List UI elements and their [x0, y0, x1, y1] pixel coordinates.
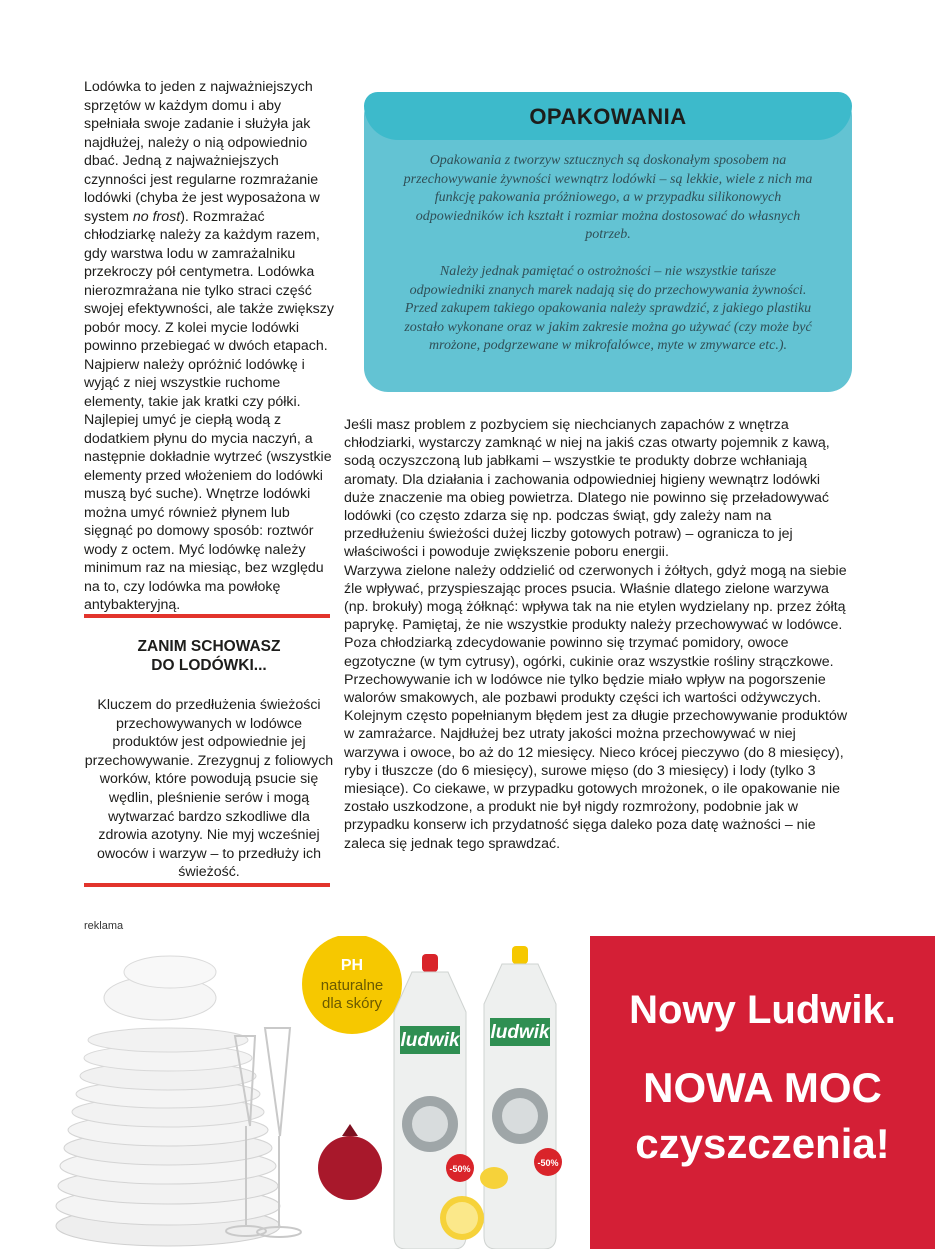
- dish-soap-bottle-yellow: [484, 946, 562, 1249]
- bottle-yellow-brand: ludwik: [490, 1022, 550, 1043]
- packaging-box-text: [402, 152, 814, 374]
- sidebar-title-line-1: ZANIM SCHOWASZ: [137, 638, 281, 655]
- intro-text-italic: no frost: [132, 208, 181, 225]
- sidebar-title-line-2: DO LODÓWKI...: [151, 657, 267, 674]
- ad-headline-2: NOWA MOC: [643, 1064, 882, 1111]
- ad-headline-1: Nowy Ludwik.: [629, 988, 896, 1032]
- sidebar-bottom-rule: [84, 883, 330, 887]
- intro-text-part1: Lodówka to jeden z najważniejszych sprzętów w każdym domu i aby spełniała swoje zadanie i służyła jak najdłużej, należy o nią odpowiednio dbać. Jedną z najważniejszych czynności jest regularne rozmrażanie lodówki (chyba że jest wyposażona w system: [84, 79, 320, 225]
- ad-product-photo: [50, 936, 590, 1249]
- ph-badge-line-1: PH: [340, 957, 364, 974]
- intro-text: [84, 78, 334, 615]
- packaging-info-box: [364, 92, 852, 392]
- ph-badge-line-3: dla skóry: [321, 995, 383, 1012]
- intro-text-part2: ). Rozmrażać chłodziarkę należy za każdym razem, gdy warstwa lodu w zamrażalniku przekroczy pół centymetra. Lodówka nierozmrażana nie tylko straci część swojej efektywności, ale także zwiększy pobór mocy. Z kolei mycie lodówki powinno przebiegać w dwóch etapach. Najpierw należy opróżnić lodówkę i wyjąć z niej wszystkie ruchome elementy, takie jak kratki czy półki. Najlepiej umyć je ciepłą wodą z dodatkiem płynu do mycia naczyń, a następnie dokładnie wytrzeć (wszystkie elementy przed włożeniem do lodówki muszą być suche). Wnętrze lodówki można umyć również płynem lub sięgnąć po domowy sposób: roztwór wody z octem. Myć lodówkę należy minimum raz na miesiąc, bez względu na to, czy lodówka ma powłokę antybakteryjną.: [84, 208, 334, 613]
- packaging-paragraph-2: Należy jednak pamiętać o ostrożności – nie wszystkie tańsze odpowiedniki znanych marek nadają się do przechowywania żywności. Przed zakupem takiego opakowania należy sprawdzić, z jakiego plastiku zostało wykonane oraz w jakim zakresie można go używać (czy może być mrożone, podgrzewane w mikrofalówce, myte w zmywarce etc.).: [404, 263, 812, 354]
- bottle-yellow-discount: -50%: [537, 1158, 559, 1168]
- sidebar-top-rule: [84, 614, 330, 618]
- bottle-red-brand: ludwik: [400, 1030, 460, 1051]
- sidebar-title: [84, 637, 334, 675]
- packaging-paragraph-1: Opakowania z tworzyw sztucznych są doskonałym sposobem na przechowywanie żywności wewnątrz lodówki – są lekkie, wiele z nich ma funkcję pakowania próżniowego, a w przypadku silikonowych odpowiedników ich kształt i rozmiar można dostosować do własnych potrzeb.: [403, 153, 813, 243]
- packaging-box-title: OPAKOWANIA: [529, 104, 687, 129]
- ad-label: reklama: [84, 920, 124, 932]
- bottle-red-discount: -50%: [449, 1164, 471, 1174]
- main-paragraph-2: Warzywa zielone należy oddzielić od czerwonych i żółtych, gdyż mogą na siebie źle wpływać, przyspieszając proces psucia. Właśnie dlatego zielone warzywa (np. brokuły) mogą żółknąć: wpływa tak na nie etylen wydzielany np. przez żółtą paprykę. Pamiętaj, że nie wszystkie produkty należy przechowywać w lodówce. Poza chłodziarką zdecydowanie powinno się trzymać pomidory, owoce egzotyczne (w tym cytrusy), ogórki, cukinie oraz wszystkie rośliny strączkowe. Przechowywanie ich w lodówce nie tylko będzie miało wpływ na pogorszenie walorów smakowych, ale pozbawi produkty części ich wartości odżywczych. Kolejnym często popełnianym błędem jest za długie przechowywanie produktów w zamrażarce. Najdłużej bez utraty jakości można przechowywać w niej warzywa i owoce, bo aż do 12 miesięcy. Nieco krócej pieczywo (do 8 miesięcy), ryby i tłuszcze (do 6 miesięcy), surowe mięso (do 3 miesięcy) i lody (tylko 3 miesiące). Co ciekawe, w przypadku gotowych mrożonek, o ile opakowanie nie zostało uszkodzone, a produkt nie był nigdy rozmrożony, podobnie jak w przypadku konserw ich przydatność sięga daleko poza datę ważności – nie zaleca się jednak tego sprawdzać.: [344, 562, 848, 852]
- main-paragraph-1: Jeśli masz problem z pozbyciem się niechcianych zapachów z wnętrza chłodziarki, wystarczy zamknąć w niej na jakiś czas otwarty pojemnik z kawą, sodą oczyszczoną lub jabłkami – wszystkie te produkty dobrze wchłaniają aromaty. Dla działania i zachowania odpowiedniej higieny wewnątrz lodówki duże znaczenie ma obieg powietrza. Dlatego nie powinno się przeładowywać lodówki (co często zdarza się np. podczas świąt, gdy zależy nam na przedłużeniu świeżości dużej liczby gotowych potraw) – ogranicza to jej właściwości i powoduje zwiększenie poboru energii.: [344, 417, 830, 561]
- ad-headline-3: czyszczenia!: [635, 1120, 890, 1167]
- sidebar-text: Kluczem do przedłużenia świeżości przechowywanych w lodówce produktów jest odpowiednie jej przechowywanie. Zrezygnuj z foliowych worków, które powodują psucie się wędlin, pleśnienie serów i mogą wytwarzać bardzo szkodliwe dla zdrowia azotyny. Nie myj wcześniej owoców i warzyw – to przedłuży ich świeżość.: [84, 697, 334, 881]
- ph-badge-line-2: naturalne: [320, 977, 384, 994]
- ad-headline-panel: [590, 936, 935, 1249]
- main-article-text: [344, 416, 854, 853]
